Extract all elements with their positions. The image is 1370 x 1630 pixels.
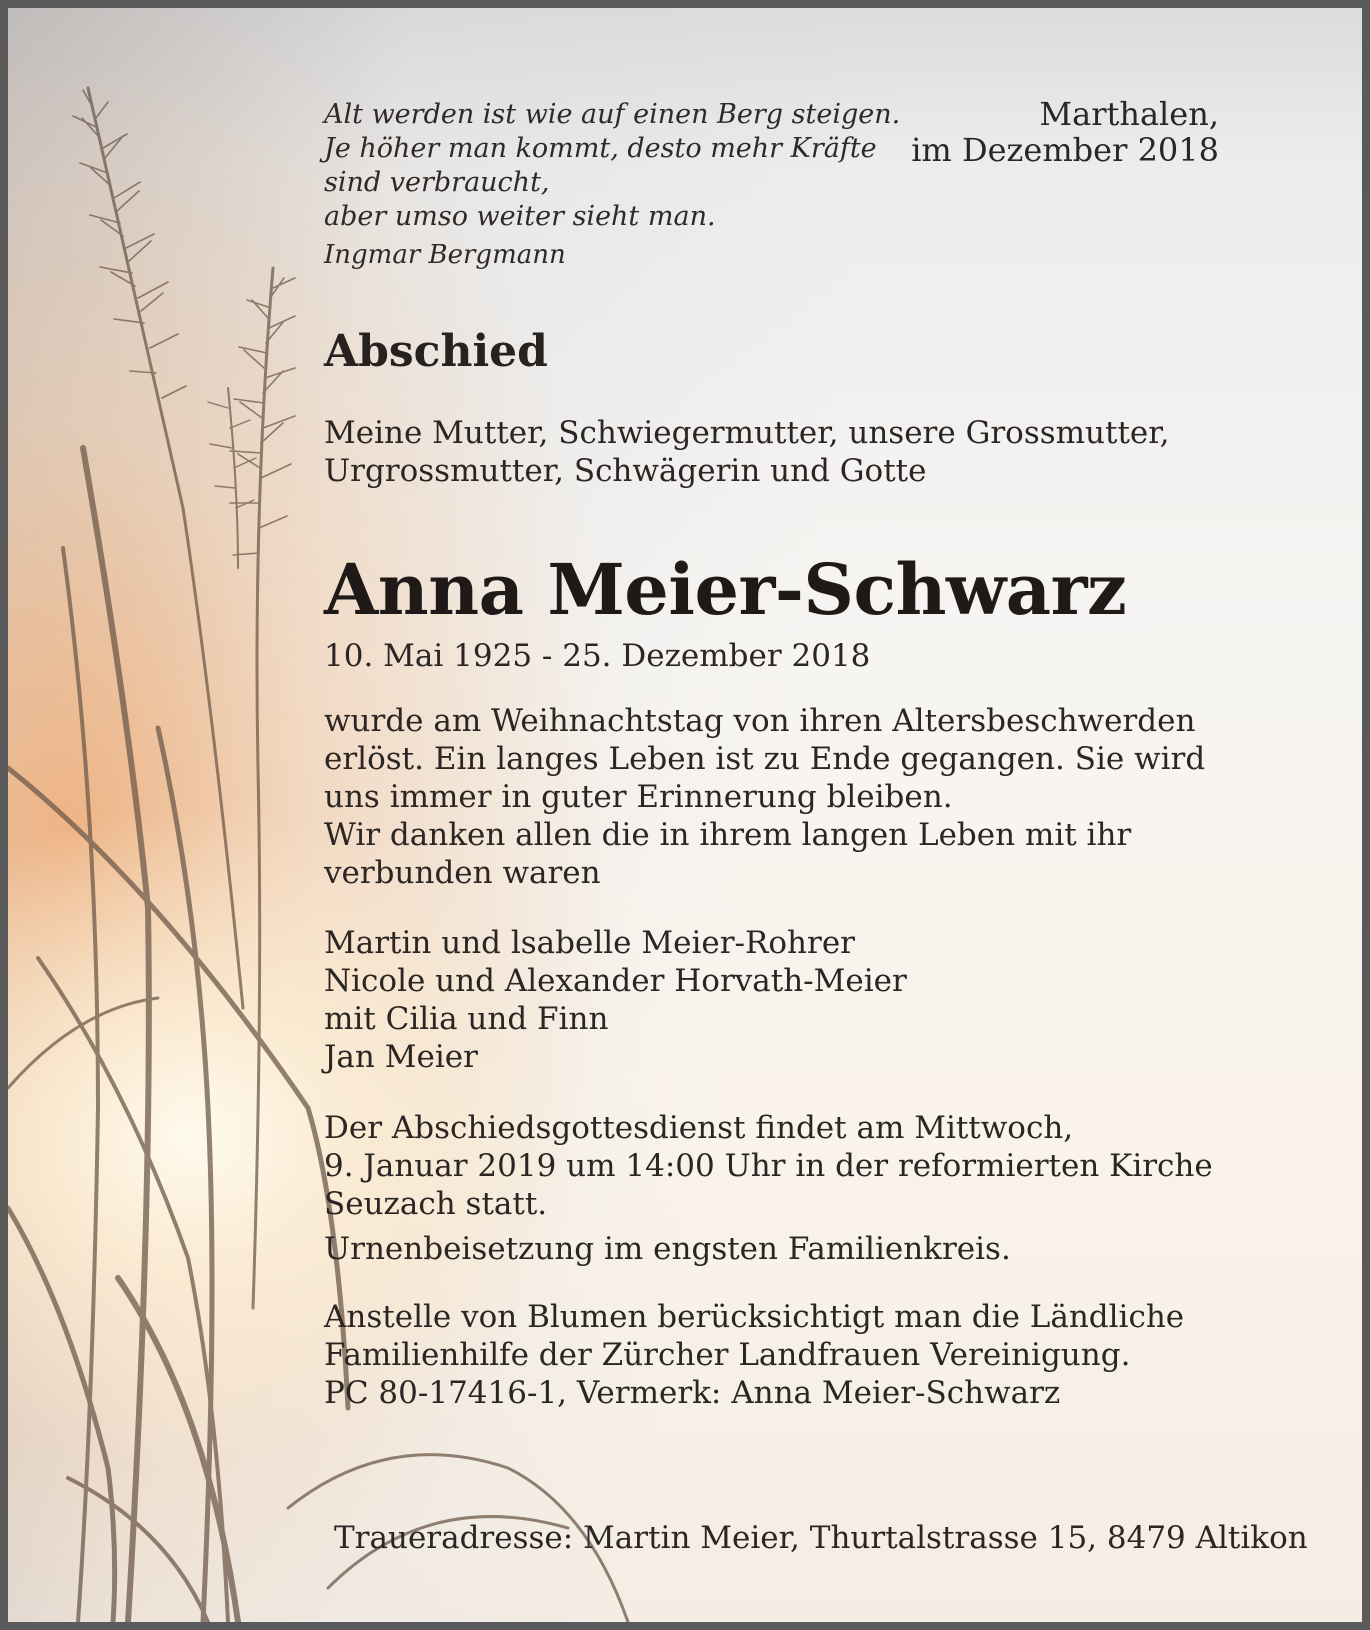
service-paragraph	[324, 1109, 1213, 1223]
mourning-address: Traueradresse: Martin Meier, Thurtalstrasse 15, 8479 Altikon	[334, 1520, 1308, 1556]
message-line: erlöst. Ein langes Leben ist zu Ende gegangen. Sie wird	[324, 741, 1206, 777]
family-member: mit Cilia und Finn	[324, 1001, 609, 1037]
quote-author: Ingmar Bergmann	[324, 240, 566, 270]
service-line: Seuzach statt.	[324, 1186, 548, 1222]
deceased-name: Anna Meier-Schwarz	[324, 548, 1127, 631]
place-date	[911, 96, 1219, 168]
intro-paragraph	[324, 414, 1170, 490]
quote-line: sind verbraucht,	[324, 167, 550, 198]
donation-line: PC 80-17416-1, Vermerk: Anna Meier-Schwarz	[324, 1375, 1061, 1411]
message-line: Wir danken allen die in ihrem langen Leben mit ihr	[324, 817, 1132, 853]
message-line: uns immer in guter Erinnerung bleiben.	[324, 779, 953, 815]
service-line: Der Abschiedsgottesdienst findet am Mittwoch,	[324, 1110, 1074, 1146]
heading: Abschied	[324, 326, 548, 377]
burial-line: Urnenbeisetzung im engsten Familienkreis.	[324, 1231, 1011, 1267]
family-member: Nicole und Alexander Horvath-Meier	[324, 963, 907, 999]
quote-text	[324, 98, 900, 234]
message-paragraph	[324, 702, 1205, 892]
place: Marthalen,	[1039, 95, 1219, 133]
intro-line: Urgrossmutter, Schwägerin und Gotte	[324, 453, 927, 489]
burial-note	[324, 1230, 1011, 1268]
obituary-card	[8, 8, 1362, 1622]
message-line: verbunden waren	[324, 855, 601, 891]
family-member: Jan Meier	[324, 1039, 478, 1075]
intro-line: Meine Mutter, Schwiegermutter, unsere Grossmutter,	[324, 415, 1170, 451]
life-dates: 10. Mai 1925 - 25. Dezember 2018	[324, 638, 871, 674]
message-line: wurde am Weihnachtstag von ihren Altersbeschwerden	[324, 703, 1196, 739]
donation-line: Anstelle von Blumen berücksichtigt man die Ländliche	[324, 1299, 1185, 1335]
quote-line: aber umso weiter sieht man.	[324, 201, 716, 232]
family-member: Martin und lsabelle Meier-Rohrer	[324, 925, 855, 961]
quote-line: Alt werden ist wie auf einen Berg steigen.	[324, 99, 901, 130]
quote-line: Je höher man kommt, desto mehr Kräfte	[324, 133, 877, 164]
donation-line: Familienhilfe der Zürcher Landfrauen Vereinigung.	[324, 1337, 1131, 1373]
family-list	[324, 924, 907, 1076]
service-line: 9. Januar 2019 um 14:00 Uhr in der reformierten Kirche	[324, 1148, 1213, 1184]
donation-paragraph	[324, 1298, 1184, 1412]
date: im Dezember 2018	[911, 131, 1219, 169]
